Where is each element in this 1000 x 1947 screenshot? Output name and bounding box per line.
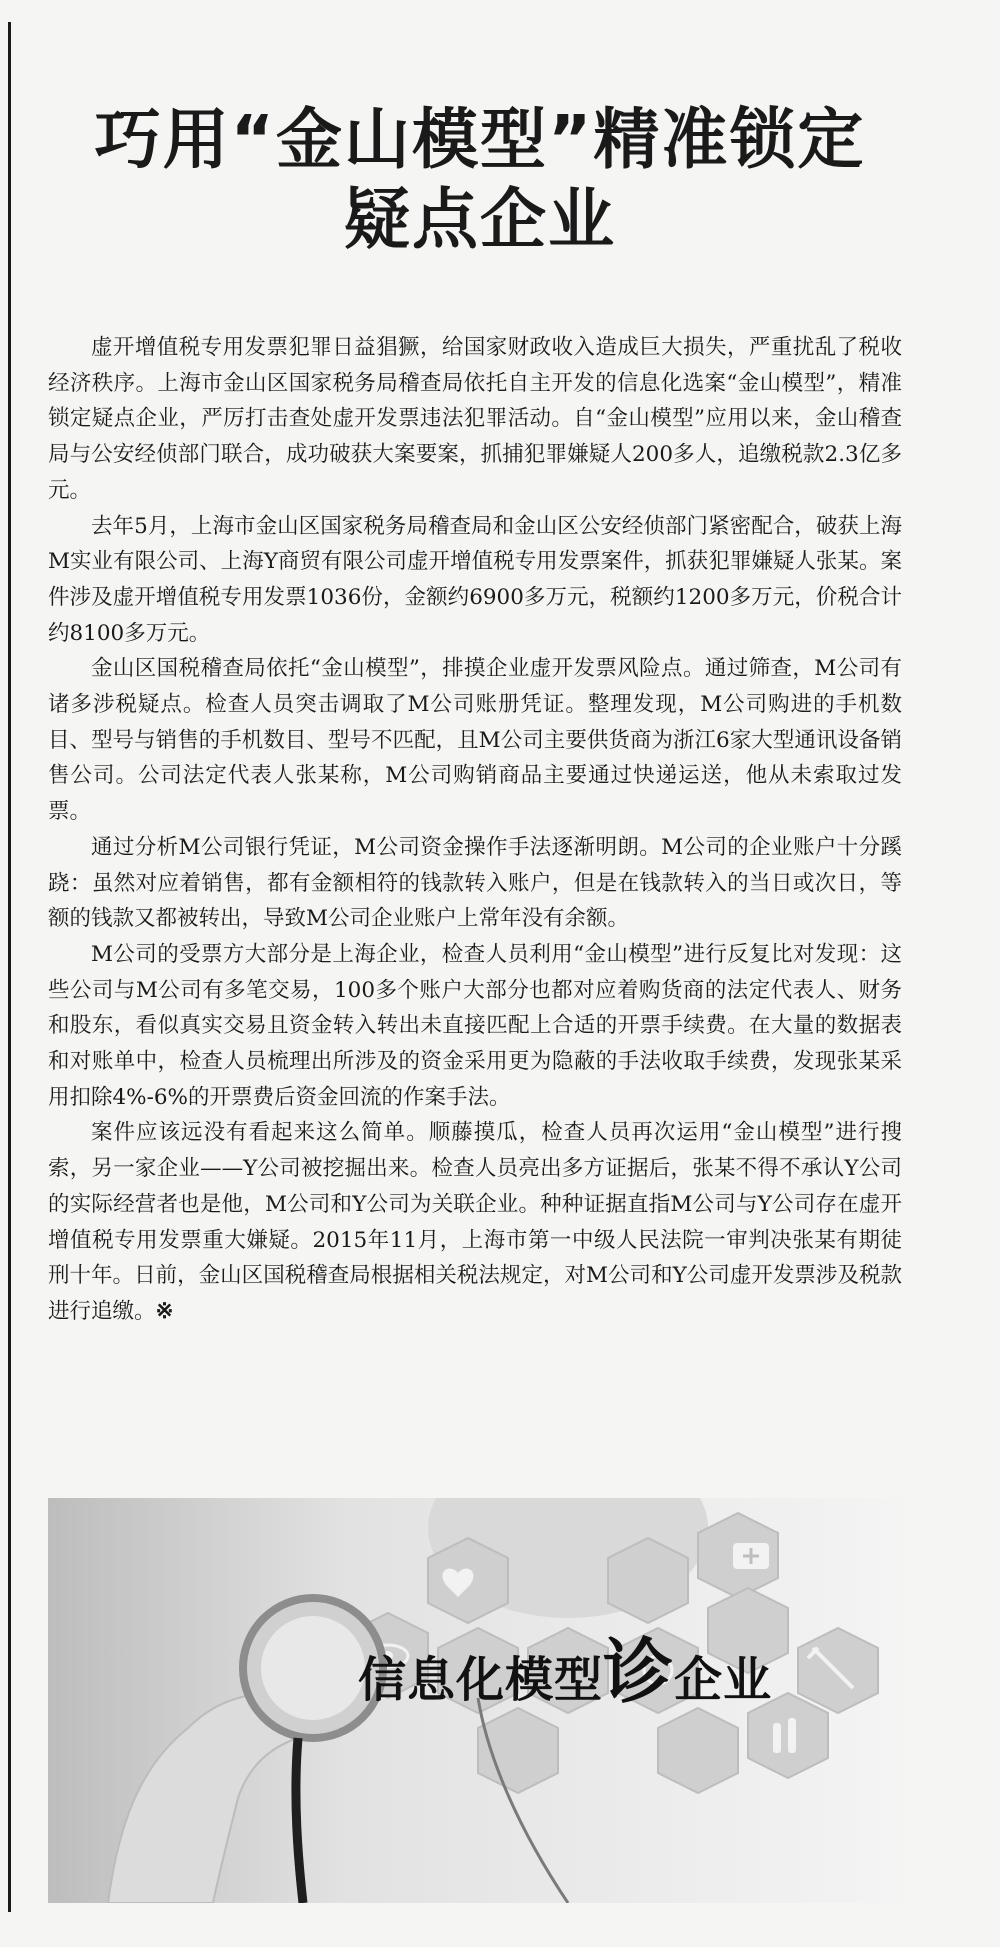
paragraph: 金山区国税稽查局依托“金山模型”，排摸企业虚开发票风险点。通过筛查，M公司有诸多涉税疑点。检查人员突击调取了M公司账册凭证。整理发现，M公司购进的手机数目、型号与销售的手机数目、型号不匹配，且M公司主要供货商为浙江6家大型通讯设备销售公司。公司法定代表人张某称，M公司购销商品主要通过快递运送，他从未索取过发票。	[48, 656, 902, 825]
paragraph: 虚开增值税专用发票犯罪日益猖獗，给国家财政收入造成巨大损失，严重扰乱了税收经济秩序。上海市金山区国家税务局稽查局依托自主开发的信息化选案“金山模型”，精准锁定疑点企业，严厉打击查处虚开发票违法犯罪活动。自“金山模型”应用以来，金山稽查局与公安经侦部门联合，成功破获大案要案，抓捕犯罪嫌疑人200多人，追缴税款2.3亿多元。	[48, 335, 902, 503]
illustration-figure	[48, 1498, 902, 1903]
paragraph: 去年5月，上海市金山区国家税务局稽查局和金山区公安经侦部门紧密配合，破获上海M实业有限公司、上海Y商贸有限公司虚开增值税专用发票案件，抓获犯罪嫌疑人张某。案件涉及虚开增值税专用发票1036份，金额约6900多万元，税额约1200多万元，价税合计约8100多万元。	[48, 513, 902, 646]
test-tubes-icon	[773, 1723, 781, 1753]
article-title	[40, 100, 920, 260]
caption-part-2: 企业	[674, 1652, 773, 1708]
test-tube	[788, 1718, 796, 1753]
stethoscope-diaphragm	[261, 1616, 365, 1720]
left-margin-rule	[8, 22, 11, 1912]
paragraph-text: 案件应该远没有看起来这么简单。顺藤摸瓜，检查人员再次运用“金山模型”进行搜索，另一家企业——Y公司被挖掘出来。检查人员亮出多方证据后，张某不得不承认Y公司的实际经营者也是他，M公司和Y公司为关联企业。种种证据直指M公司与Y公司存在虚开增值税专用发票重大嫌疑。2015年11月，上海市第一中级人民法院一审判决张某有期徒刑十年。日前，金山区国税稽查局根据相关税法规定，对M公司和Y公司虚开发票涉及税款进行追缴。	[48, 1120, 902, 1324]
paragraph: M公司的受票方大部分是上海企业，检查人员利用“金山模型”进行反复比对发现：这些公司与M公司有多笔交易，100多个账户大部分也都对应着购货商的法定代表人、财务和股东，看似真实交易且资金转入转出未直接匹配上合适的开票手续费。在大量的数据表和对账单中，检查人员梳理出所涉及的资金采用更为隐蔽的手法收取手续费，发现张某采用扣除4%-6%的开票费后资金回流的作案手法。	[48, 941, 902, 1110]
paragraph-last	[48, 1115, 902, 1329]
figure-caption	[358, 1616, 772, 1717]
title-line-1: 巧用“金山模型”精准锁定	[94, 101, 866, 178]
article-body	[48, 330, 902, 1330]
caption-part-1: 信息化模型	[358, 1652, 604, 1708]
title-line-2: 疑点企业	[344, 181, 616, 258]
caption-big-char: 诊	[603, 1630, 675, 1713]
paragraph: 通过分析M公司银行凭证，M公司资金操作手法逐渐明朗。M公司的企业账户十分蹊跷：虽然对应着销售，都有金额相符的钱款转入账户，但是在钱款转入的当日或次日，等额的钱款又都被转出，导致M公司企业账户上常年没有余额。	[48, 834, 902, 932]
end-mark: ※	[155, 1298, 174, 1324]
